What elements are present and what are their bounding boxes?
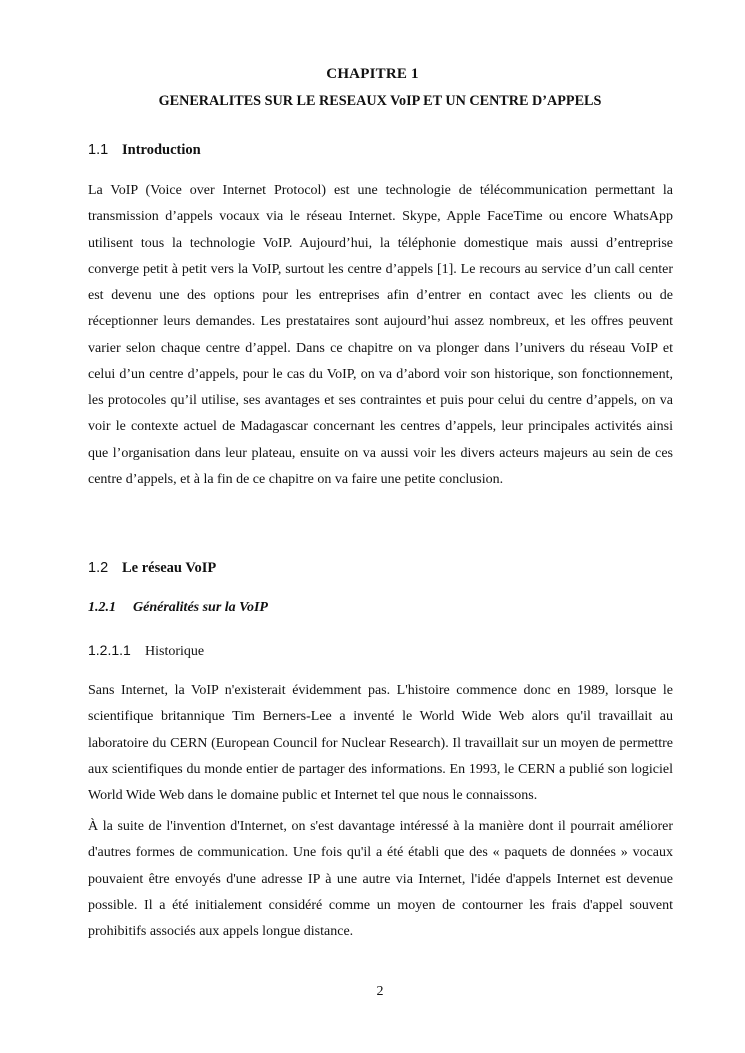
chapter-title: GENERALITES SUR LE RESEAUX VoIP ET UN CENTRE D’APPELS [158, 93, 602, 109]
section-title: Le réseau VoIP [122, 560, 217, 576]
section-title: Introduction [122, 142, 201, 158]
subsubsection-heading-historique [88, 642, 204, 660]
subsubsection-number: 1.2.1.1 [88, 642, 131, 658]
history-paragraph-2: À la suite de l'invention d'Internet, on s'est davantage intéressé à la manière dont il pourrait améliorer d'autres formes de communication. Une fois qu'il a été établi que des « paquets de données » vocaux pouvaient être envoyés d'une adresse IP à une autre via Internet, l'idée d'appels Internet est devenue possible. Il a été initialement considéré comme un moyen de contourner les frais d'appel souvent prohibitifs associés aux appels longue distance. [88, 819, 673, 939]
subsection-heading-generalites [88, 600, 268, 616]
page-number: 2 [376, 984, 384, 999]
section-heading-voip [88, 560, 216, 577]
section-number: 1.2 [88, 560, 109, 576]
introduction-paragraph: La VoIP (Voice over Internet Protocol) est une technologie de télécommunication permettant la transmission d’appels vocaux via le réseau Internet. Skype, Apple FaceTime ou encore WhatsApp utilisent tous la technologie VoIP. Aujourd’hui, la téléphonie domestique mais aussi d’entreprise converge petit à petit vers la VoIP, surtout les centre d’appels [1]. Le recours au service d’un call center est devenu une des options pour les entreprises afin d’entrer en contact avec les clients ou de réceptionner leurs demandes. Les prestataires sont aujourd’hui assez nombreux, et les offres peuvent varier selon chaque centre d’appel. Dans ce chapitre on va plonger dans l’univers du réseau VoIP et celui d’un centre d’appels, pour le cas du VoIP, on va d’abord voir son historique, son fonctionnement, les protocoles qu’il utilise, ses avantages et ses contraintes et puis pour celui du centre d’appels, on va voir le contexte actuel de Madagascar concernant les centres d’appels, leur principales activités ainsi que l’organisation dans leur plateau, ensuite on va aussi voir les divers acteurs majeurs au sein de ces centre d’appels, et à la fin de ce chapitre on va faire une petite conclusion. [88, 183, 673, 487]
subsubsection-title: Historique [145, 644, 205, 659]
subsection-title: Généralités sur la VoIP [133, 600, 268, 615]
subsection-number: 1.2.1 [88, 600, 116, 615]
chapter-label: CHAPITRE 1 [326, 66, 419, 82]
section-heading-introduction [88, 142, 201, 159]
history-paragraph-1: Sans Internet, la VoIP n'existerait évidemment pas. L'histoire commence donc en 1989, lorsque le scientifique britannique Tim Berners-Lee a inventé le World Wide Web alors qu'il travaillait au laboratoire du CERN (European Council for Nuclear Research). Il travaillait sur un moyen de permettre aux scientifiques du monde entier de partager des informations. En 1993, le CERN a publié son logiciel World Wide Web dans le domaine public et Internet tel que nous le connaissons. [88, 683, 673, 803]
section-number: 1.1 [88, 142, 109, 158]
